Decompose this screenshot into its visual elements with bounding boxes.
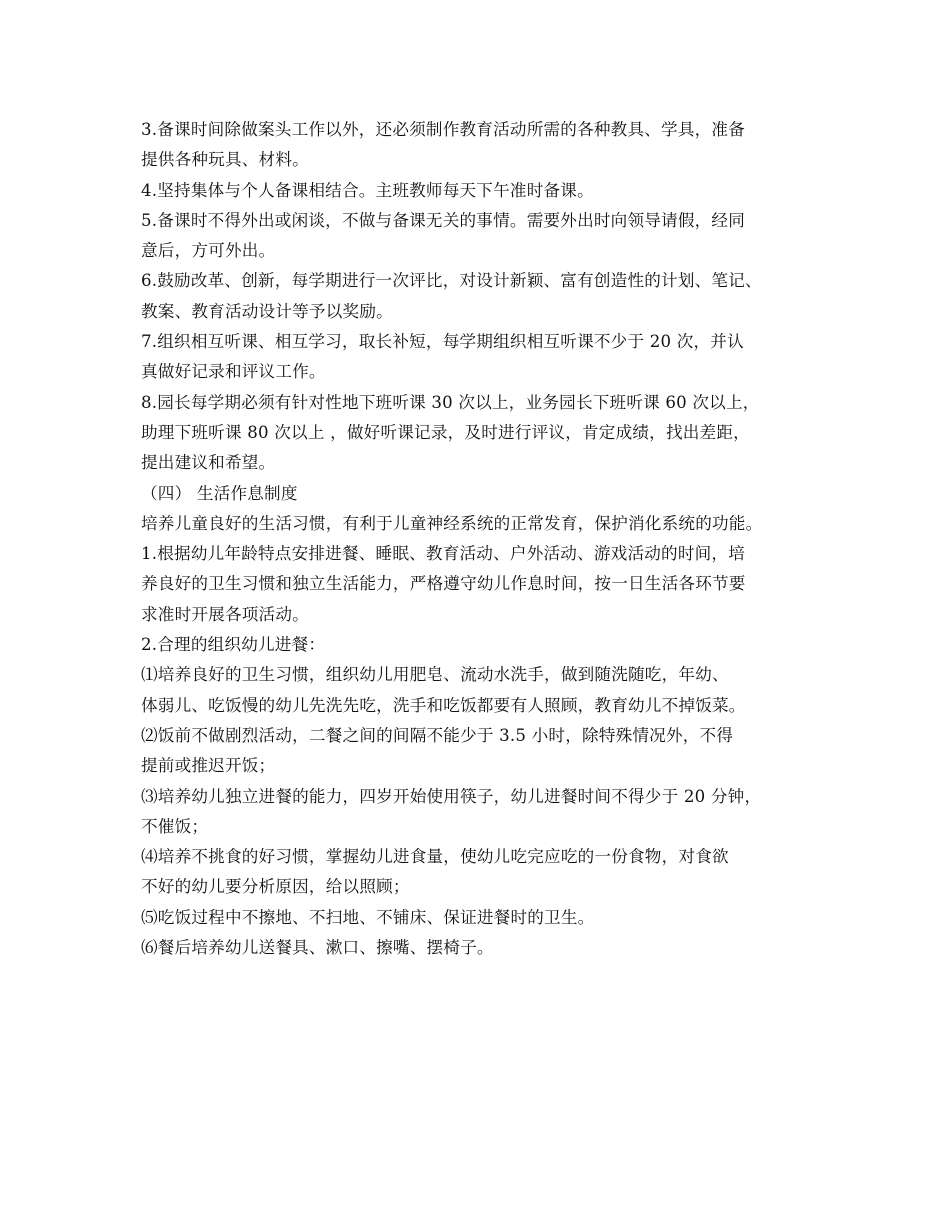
text-line: 真做好记录和评议工作。 [141, 362, 326, 382]
text-line: 4.坚持集体与个人备课相结合。主班教师每天下午准时备课。 [141, 180, 594, 200]
text-line: 体弱儿、吃饭慢的幼儿先洗先吃，洗手和吃饭都要有人照顾，教育幼儿不掉饭菜。 [141, 695, 746, 715]
text-line: 1.根据幼儿年龄特点安排进餐、睡眠、教育活动、户外活动、游戏活动的时间，培 [141, 544, 746, 564]
text-line: ⑴培养良好的卫生习惯，组织幼儿用肥皂、流动水洗手，做到随洗随吃，年幼、 [141, 665, 729, 685]
text-line: ⑵饭前不做剧烈活动，二餐之间的间隔不能少于 3.5 小时，除特殊情况外，不得 [141, 725, 734, 745]
text-line: 3.备课时间除做案头工作以外，还必须制作教育活动所需的各种教具、学具，准备 [141, 120, 746, 139]
text-line: 提供各种玩具、材料。 [141, 150, 309, 170]
text-line: 教案、教育活动设计等予以奖励。 [141, 301, 393, 321]
text-line: 不好的幼儿要分析原因，给以照顾； [141, 877, 410, 897]
text-line: 助理下班听课 80 次以上 ，做好听课记录，及时进行评议，肯定成绩，找出差距， [141, 422, 750, 442]
text-line: 8.园长每学期必须有针对性地下班听课 30 次以上，业务园长下班听课 60 次以上， [141, 392, 760, 412]
text-line: ⑹餐后培养幼儿送餐具、漱口、擦嘴、摆椅子。 [141, 938, 494, 958]
text-line: 养良好的卫生习惯和独立生活能力，严格遵守幼儿作息时间，按一日生活各环节要 [141, 574, 746, 594]
text-line: 2.合理的组织幼儿进餐： [141, 635, 326, 655]
text-line: 6.鼓励改革、创新，每学期进行一次评比，对设计新颖、富有创造性的计划、笔记、 [141, 271, 762, 291]
section-heading: （四） 生活作息制度 [141, 483, 298, 503]
text-line: 培养儿童良好的生活习惯，有利于儿童神经系统的正常发育，保护消化系统的功能。 [141, 513, 763, 533]
text-line: 求准时开展各项活动。 [141, 604, 309, 624]
text-line: ⑸吃饭过程中不擦地、不扫地、不铺床、保证进餐时的卫生。 [141, 907, 595, 927]
text-line: 7.组织相互听课、相互学习，取长补短，每学期组织相互听课不少于 20 次，并认 [141, 332, 744, 352]
document-body [141, 115, 831, 963]
text-line: 提出建议和希望。 [141, 453, 276, 473]
text-line: 意后，方可外出。 [141, 241, 276, 261]
text-line: ⑶培养幼儿独立进餐的能力，四岁开始使用筷子，幼儿进餐时间不得少于 20 分钟， [141, 786, 762, 806]
text-line: ⑷培养不挑食的好习惯，掌握幼儿进食量，使幼儿吃完应吃的一份食物，对食欲 [141, 847, 729, 867]
text-line: 5.备课时不得外出或闲谈，不做与备课无关的事情。需要外出时向领导请假，经同 [141, 210, 746, 230]
text-line: 不催饭； [141, 816, 209, 836]
text-line: 提前或推迟开饭； [141, 756, 276, 776]
